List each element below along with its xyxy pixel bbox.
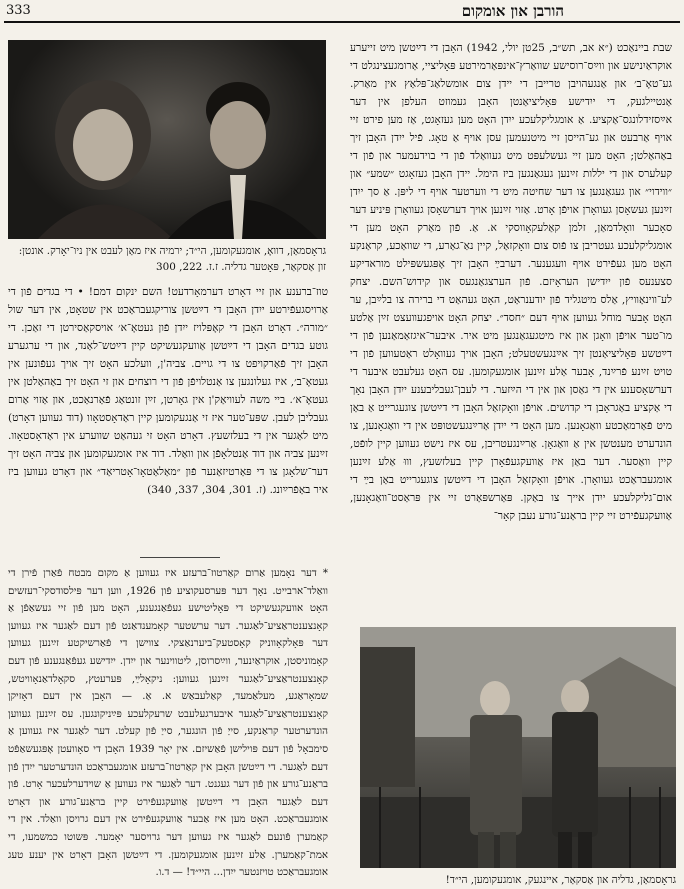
photo-couple-portrait <box>8 40 326 239</box>
page-number: 333 <box>6 3 31 18</box>
running-title: הורבן און אומקום <box>461 2 564 20</box>
header-rule <box>4 21 680 23</box>
photo-two-men-drawing <box>360 627 676 868</box>
photo-two-men <box>360 627 676 868</box>
right-column-text: שבת ביינאַכט (״א אב, תש״ב, 25טן יולי, 1942) האָבן די דײַטשן מיט זייערע אוקראַיִנישע און ווײַס־רוסישע שוואַרץ־אינפּאַרמירטע פּאָליציי, אַרומגעצינגלט די גע־טאָ־ב׳ און אַנגעהויבן טרייבן די יידן צום אומשלאַג־פּלאַץ אין מאַרק. אַנטיילגעק, די ייִדישע פּאָליציאַנטן האָבן געמוזט העלפן אין דער אײַסזידלונגס־אַקציע. אַ אומגליקלעכע ייִדן האָט מען געזאָגט, אַז מען פירט זיי אויף אַרבעט און גע־הייסן זיי מיטנעמען עסן אויף אַ טאָג. פֿיל ייִדן האָבן זיך באַהאַלטן; האָט מען זיי געשלעפּט מיט געוואַלד פֿון די בוידעמער און פֿון די קעלערס און די יללות זײַנען געגאַנגען ביז הימל. יידן האָבן געזאָגט ״שמע״ און ״ווידוי״ און געגאַנגען צו דער שחיטה מיט די ווערטער אויף די ליפּן. אַ סך ייִדן זײַנען געשאָסן געוואָרן אויפֿן אָרט. אַזוי זײַנען אויך דערשאָסן געוואָרן פּיניע דער סאָכער וואָלדמאַן, זלמן קאַלעקאָווסקי א. אַ. פֿון מאַרק האָט מען די אומגליקלעכע געטריבן צו פֿוס צום וואָקזאַל, קיין נאַ־גאַרע, די שוואַכע, קראַנקע האָט מען געפֿירט אויף וועגענער. דערבײַ האָבן זיך אָפּגעשפּילט מוראדיקע סצענעס פֿון ייִדישן העראָיזם. פֿון הערצגאַנגעס און קידוש־השם. יצחק לע־ווינאַוויץ, אַלס מיטגליד פֿון יודענראַט, האָט געהאַט די ברירה צו בלײַבן, ער האָט אָבער מוחל געווען אויף דעם ״חסד״. יצחק האָט אויפגעוועצט זײַן אַלטע מו־טער אויפֿן וואָגן און איז מיטגעגאַנגען מיט איר. איבער־איגזאַמאַנען פֿון די דײַטשע פּאָליציאַנטן זיך אײַנגעשטעלט; האָבן אויך געוואָלט ראַטעווען פֿון די טויט זײַנע פֿרײַנד, אָבער אַלע זײַנען אומגעקומען. עס האָט געלעבט איבער די דערשאָסענע אין די גאַסן און אין די הײַזער. די לעבן־געבליבענע ייִדן האָבן נאָך די אַקציע באַגראָבן די קדושים. אויפֿן וואָקזאַל האָבן די דײַטשן צוגעגרייט אַ באַן מיט פֿאַרמאַכטע וואַגאָנען. מען האָט די ייִדן אַרײַנגעשטופּט אין די וואַגאָנען, צו הונדערט מענטשן אין אַ וואַגאָן. אַרײַנגעטריבן, עס איז נישט געווען קיין לופֿט, קיין וואַסער. דער באַן איז אַוועקגעפֿאָרן קיין בעלזשעץ, וווּ אַלע זײַנען אומגעבראַכט געוואָרן. אויפֿן וואָקזאַל האָבן די דײַטשן צוגעגרייט באַן בײַ די אום־גליקלעכע ייִדן אייך צו באַקן. פּאַרשפּאַרט זיי אין פּראַסט־וואַגאָנען, אַוועקגעפֿירט זיי קיין בראַנע־גורע נעבן קאָר־ <box>350 42 672 522</box>
photo-couple-drawing <box>8 40 326 239</box>
photo-top-caption: גראָסמאַן, דוואָ, אומגעקומען, הי״ד; ירמיה איז מאַן לעבט אין ניו־יאָרק. אונטן: זון אַסקאַר, פּאָטער גדליה. ז.ז. 222, 300 <box>18 245 326 273</box>
footnote-separator <box>140 557 220 558</box>
left-column-text: טוז־ברענע און זיי דאָרט דערמאָרדעט! השם ינקום דמם! • די בגדים פֿון די אַרויסגעפֿירטע ייִדן האָבן די דײַטשן צוריקגעבראַכט אין שטאָט, אין דער שול ״מורה״. דאָרט האָבן די קאָפּלויז ייִדן פֿון געטאָ־א׳ אויסקאַסירטן די זאַכן. די גוטע בגדים האָבן די דײַטשן אַוועקגעשיקט קיין דײַטש־לאַנד, און די ערגערע האָבן זיך פֿאַרקויפט צו די גויים. צביה'ן, וועלכע האָט זיך אויך געפֿונען אין געטאָ־ב׳, איז געלונגען צו אַנטלויפֿן פֿון די רוצחים און זי האָט זיך באַהאַלטן אין געטאָ־א׳. ביי משה לעוויאַק'ן אין גאָרטן, זײַן זונטאַג פֿאַרנאַכט, און אַזוי אַרום געבליבן לעבן. שפּע־טער איז זי אַנגעקומען קיין ראַדאָסטאָוו (דוד געווען דאָרט) מיט לאַגער אין די בעלזשעץ. דאָרט האָט זי געהאַט שווערע אין ראַדאָסטאָוו. זײַנען צביה און דוד אַנטלאָפֿן און וואַלד. דוד איז אומגעקומען און צביה האָט זיך דער־שלאָגן צו די פּאַרטיזאַנער פֿון ״מאַלאַטאָו־אָטריאַד״ און דאָרט געווען ביז איר באַפֿרײַונג. (ז. 301, 304, 337, 340) <box>8 286 328 496</box>
footnote-text: * דער נאָמען אַרום קאַרטוז־ברעזע איז געווען אַ מקום מבטח פֿאַרן פֿירן די וואַלד־ארבייט. נאָך דער פּערסעקוציע פֿון 1926, ווען דער פּילסודסקי־רעזשים האָט אוועקגעשיקט די פּאָליטישע געפֿאַנגענע, האָט מען פֿון זיי געשאַפֿן אַ קאָנצענטראַציע־לאַגער. דער ערשטער קאָמענדאַנט פֿון דעם לאַגער איז געווען דער פּאָלקאָווניק קאָסטעק־ביערנאַצקי. צווישן די פֿאַרשיקטע זײַנען געווען קאָמוניסטן, אוקראַיִנער, ווײַסרוסן, ליטווינער און ייִדן. ייִדישע געפֿאַנגענע פֿון דעם קאָנצענטראַציע־לאַגער זײַנען געווען: ניקאָלײַ, פּערעטץ, סקאָלדאַנאָוויטש, שמאָראַגע, מעלאַמעד, קאַלעבאַש א. אַ. — האָבן אין דעם דאָזיקן קאָנצענטראַציע־לאַגער איבערגעלעבט שרעקלעכע פּײַניקונגען. עס זײַנען געווען הונדערטער קראַנקע, סייַ פֿון הונגער, סייַ פֿון קעלט. דער לאַגער איז געווען אַ סימבאָל פֿון דעם פּוילישן פֿאַשיזם. אין יאָר 1939 האָבן די סאָוועטן אָפּגעשאַפֿט דעם לאַגער. די דײַטשן האָבן אין קאַרטוז־ברעזע אומגעבראַכט הונדערטער ייִדן פֿון בראַנע־גורע און פֿון דער געגנט. דער לאַגער איז געווען אַ שוידערלעכער אָרט. פֿון דעם לאַגער האָבן די דײַטשן אַוועקגעפֿירט קיין בראַנע־גורע און דאָרט אומגעבראַכט. האָט מען איז אַבער אַוועקגעפֿירט אין דעם גרויסן וואַלד. אין די קאַמערן פֿונעם לאַגער איז געווען דער גרויסער יאָמער. פּשוטו כמשמעו, די אמת־קאַמערן. אַלע זײַנען אומגעקומען. די דײַטשן האָבן דאָרט אין יענע טעג אומגעבראַכט טויזנטער ייִדן... היי״ד! — ד.ו. <box>8 568 328 879</box>
photo-bottom-caption: גראָסמאַן, גדליה און אַסקאַר, איינגעק, אומגעקומען, הי״ד! <box>445 874 676 886</box>
page-header <box>0 0 684 22</box>
